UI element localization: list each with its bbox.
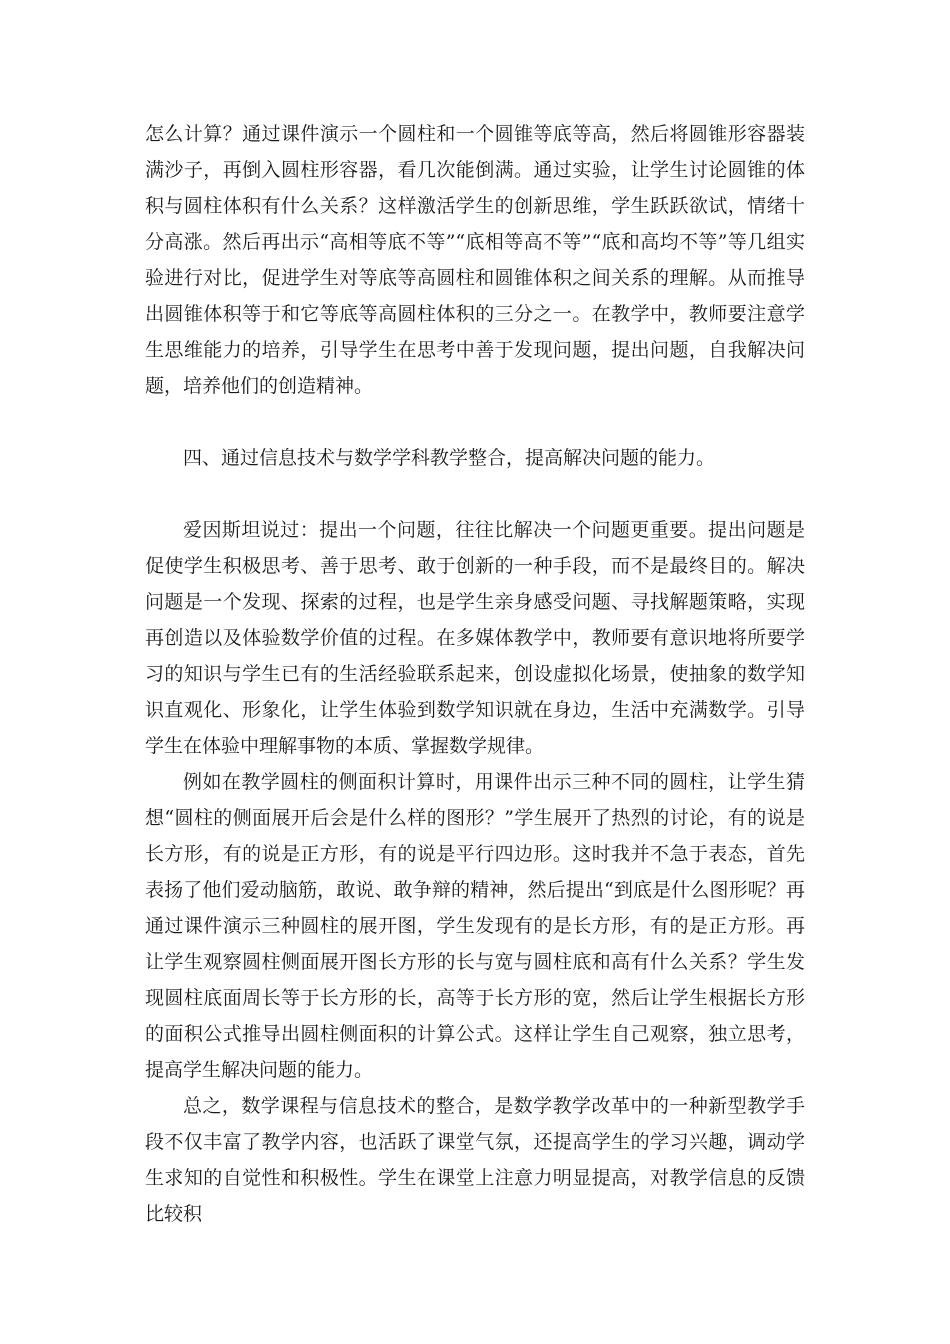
section-heading-four: 四、通过信息技术与数学学科教学整合，提高解决问题的能力。: [183, 447, 716, 469]
paragraph-cone-volume: 怎么计算？通过课件演示一个圆柱和一个圆锥等底等高，然后将圆锥形容器装满沙子，再倒入圆柱形容器，看几次能倒满。通过实验，让学生讨论圆锥的体积与圆柱体积有什么关系？这样激活学生的创新思维，学生跃跃欲试，情绪十分高涨。然后再出示“高相等底不等”“底相等高不等”“底和高均不等”等几组实验进行对比，促进学生对等底等高圆柱和圆锥体积之间关系的理解。从而推导出圆锥体积等于和它等底等高圆柱体积的三分之一。在教学中，教师要注意学生思维能力的培养，引导学生在思考中善于发现问题，提出问题，自我解决问题，培养他们的创造精神。: [145, 123, 805, 397]
paragraph-cylinder-example: 例如在教学圆柱的侧面积计算时，用课件出示三种不同的圆柱，让学生猜想“圆柱的侧面展开后会是什么样的图形？”学生展开了热烈的讨论，有的说是长方形，有的说是正方形，有的说是平行四边形。这时我并不急于表态，首先表扬了他们爱动脑筋，敢说、敢争辩的精神，然后提出“到底是什么图形呢？再通过课件演示三种圆柱的展开图，学生发现有的是长方形，有的是正方形。再让学生观察圆柱侧面展开图长方形的长与宽与圆柱底和高有什么关系？学生发现圆柱底面周长等于长方形的长，高等于长方形的宽，然后让学生根据长方形的面积公式推导出圆柱侧面积的计算公式。这样让学生自己观察，独立思考，提高学生解决问题的能力。: [145, 771, 805, 1081]
paragraph-conclusion: 总之，数学课程与信息技术的整合，是数学教学改革中的一种新型教学手段不仅丰富了教学内容，也活跃了课堂气氛，还提高学生的学习兴趣，调动学生求知的自觉性和积极性。学生在课堂上注意力明显提高，对教学信息的反馈比较积: [145, 1095, 805, 1225]
paragraph-einstein-quote: 爱因斯坦说过：提出一个问题，往往比解决一个问题更重要。提出问题是促使学生积极思考、善于思考、敢于创新的一种手段，而不是最终目的。解决问题是一个发现、探索的过程，也是学生亲身感受问题、寻找解题策略，实现再创造以及体验数学价值的过程。在多媒体教学中，教师要有意识地将所要学习的知识与学生已有的生活经验联系起来，创设虚拟化场景，使抽象的数学知识直观化、形象化，让学生体验到数学知识就在身边，生活中充满数学。引导学生在体验中理解事物的本质、掌握数学规律。: [145, 519, 805, 757]
document-body: [145, 116, 805, 1232]
